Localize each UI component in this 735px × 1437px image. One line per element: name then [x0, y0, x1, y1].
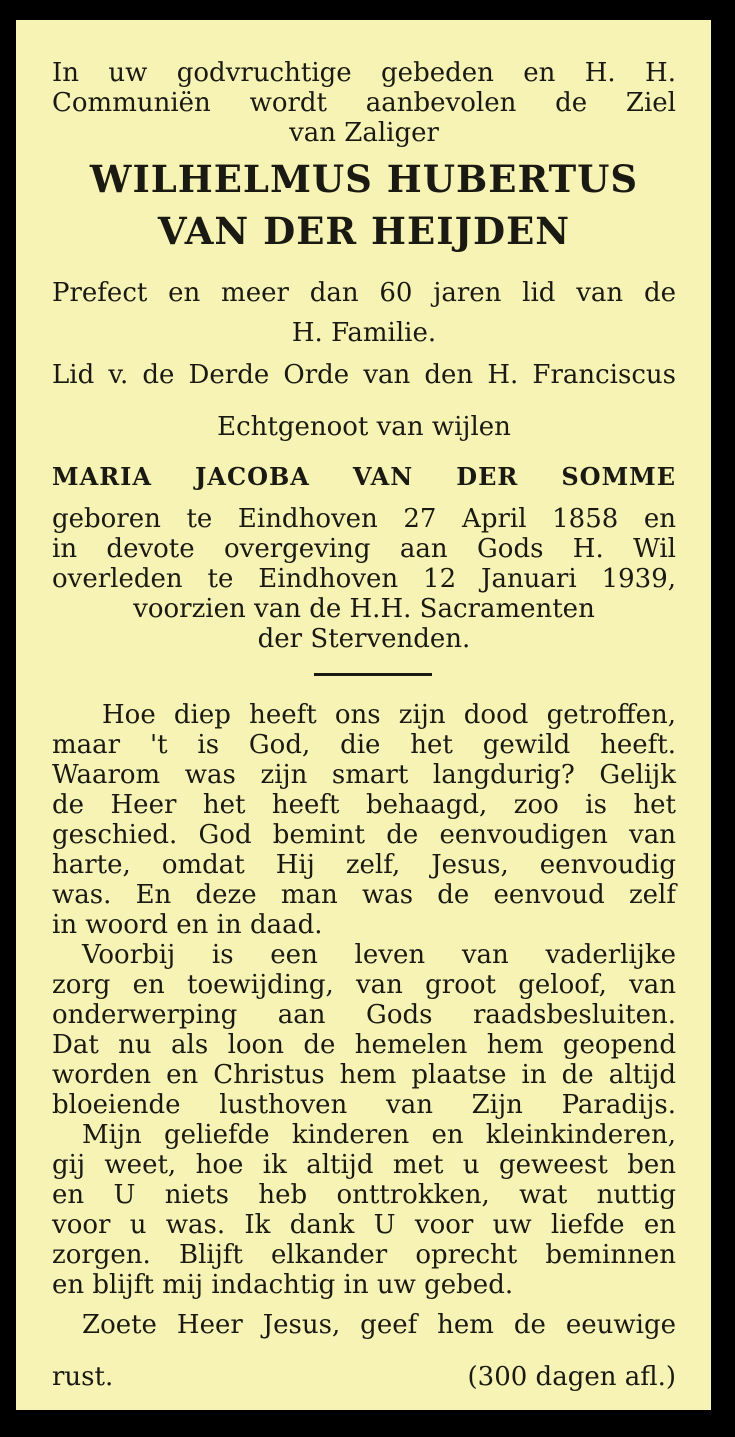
body-line: in woord en in daad. — [52, 910, 323, 940]
role-line-1: Prefect en meer dan 60 jaren lid van de — [52, 278, 676, 308]
body-line: harte, omdat Hij zelf, Jesus, eenvoudig — [52, 850, 676, 880]
closing-row — [52, 1362, 676, 1392]
spouse-intro: Echtgenoot van wijlen — [217, 412, 511, 442]
role-line-3: Lid v. de Derde Orde van den H. Franciscus — [52, 360, 676, 390]
body-line: worden en Christus hem plaatse in de altijd — [52, 1060, 676, 1090]
body-line: bloeiende lusthoven van Zijn Paradijs. — [52, 1090, 676, 1120]
body-line: Waarom was zijn smart langdurig? Gelijk — [52, 760, 676, 790]
body-line: geschied. God bemint de eenvoudigen van — [52, 820, 676, 850]
body-line: de Heer het heeft behaagd, zoo is het — [52, 790, 676, 820]
intro-line-1: In uw godvruchtige gebeden en H. H. — [52, 58, 676, 88]
life-line-4: voorzien van de H.H. Sacramenten — [133, 594, 595, 624]
deceased-name-line-1: WILHELMUS HUBERTUS — [89, 157, 639, 201]
body-line: Dat nu als loon de hemelen hem geopend — [52, 1030, 676, 1060]
body-line: maar 't is God, die het gewild heeft. — [52, 730, 676, 760]
deceased-name-line-2: VAN DER HEIJDEN — [157, 209, 571, 253]
memorial-card — [16, 20, 711, 1410]
spouse-name: MARIA JACOBA VAN DER SOMME — [52, 462, 676, 491]
life-line-1: geboren te Eindhoven 27 April 1858 en — [52, 504, 676, 534]
body-line: en U niets heb onttrokken, wat nuttig — [52, 1180, 676, 1210]
body-line: Zoete Heer Jesus, geef hem de eeuwige — [82, 1310, 676, 1340]
role-line-2: H. Familie. — [291, 318, 437, 348]
intro-line-2: Communiën wordt aanbevolen de Ziel — [52, 88, 676, 118]
body-line: en blijft mij indachtig in uw gebed. — [52, 1270, 514, 1300]
indulgence-note: (300 dagen afl.) — [467, 1362, 676, 1392]
body-line: was. En deze man was de eenvoud zelf — [52, 880, 676, 910]
body-line: onderwerping aan Gods raadsbesluiten. — [52, 1000, 676, 1030]
body-line: gij weet, hoe ik altijd met u geweest ben — [52, 1150, 676, 1180]
body-line: zorg en toewijding, van groot geloof, van — [52, 970, 676, 1000]
divider-rule — [314, 673, 432, 676]
closing-word: rust. — [52, 1362, 114, 1392]
body-line: Hoe diep heeft ons zijn dood getroffen, — [102, 700, 676, 730]
body-line: Mijn geliefde kinderen en kleinkinderen, — [82, 1120, 676, 1150]
life-line-3: overleden te Eindhoven 12 Januari 1939, — [52, 564, 676, 594]
body-line: zorgen. Blijft elkander oprecht beminnen — [52, 1240, 676, 1270]
intro-line-3: van Zaliger — [289, 118, 439, 148]
life-line-2: in devote overgeving aan Gods H. Wil — [52, 534, 676, 564]
body-line: Voorbij is een leven van vaderlijke — [82, 940, 676, 970]
life-line-5: der Stervenden. — [257, 624, 471, 654]
body-line: voor u was. Ik dank U voor uw liefde en — [52, 1210, 676, 1240]
